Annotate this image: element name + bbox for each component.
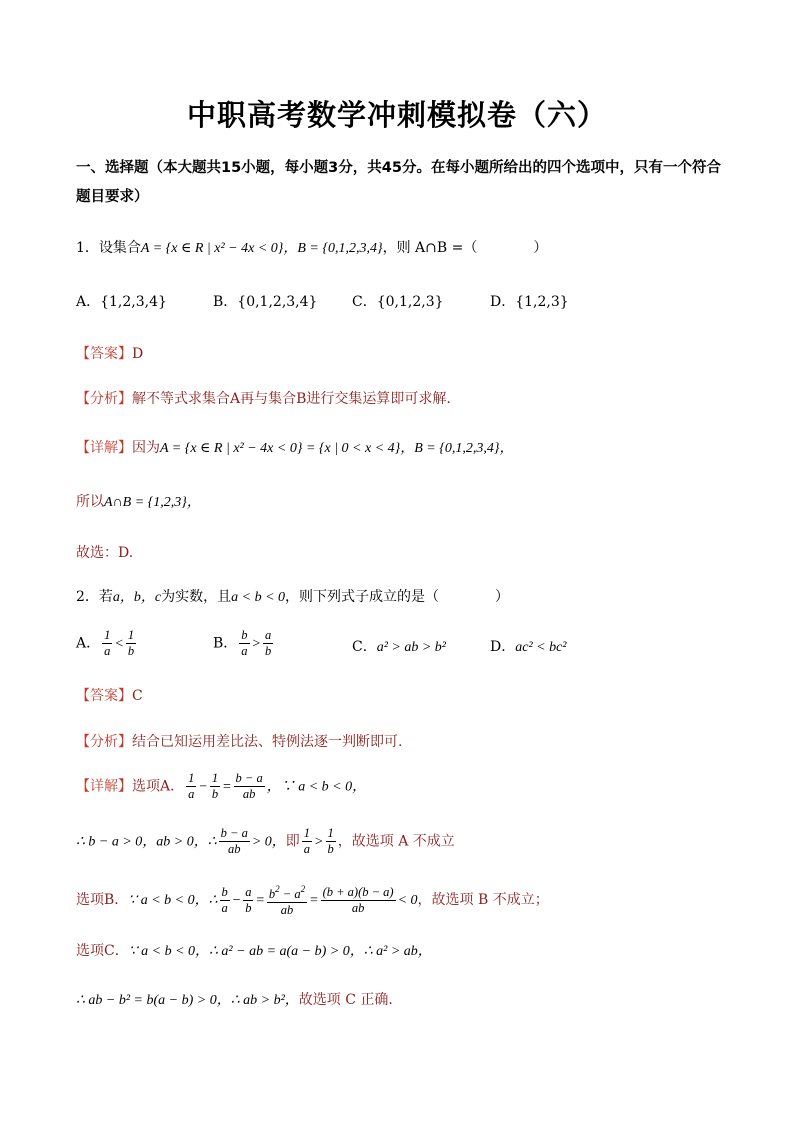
q1-set-a: A = {x ∈ R | x² − 4x < 0} (140, 241, 284, 256)
fraction: $\frac{b}{a}$ (241, 628, 248, 658)
question-2-stem (76, 586, 509, 606)
q2-detail-a-cond: ，∵ a < b < 0， (266, 779, 367, 795)
answer-label: 【答案】 (76, 346, 132, 362)
q2-detail-b: 选项B．∵ a < b < 0，∴ $\frac{b}{a}$ − $\frac{a}{b}$ = $\frac{b^2 - a^2}{ab}$ = $\frac{(b + a)(b - a)}{ab}$ < 0，故选项 B 不成立； (76, 884, 549, 917)
fraction: $\frac{b}{a}$ (221, 884, 228, 915)
q1-detail-line-2 (76, 491, 201, 511)
fraction: $\frac{b^2 - a^2}{ab}$ (268, 884, 306, 917)
q2-analysis-text: 结合已知运用差比法、特例法逐一判断即可. (132, 734, 403, 750)
fraction: $\frac{1}{a}$ (188, 771, 195, 801)
q1-option-c: C．{0,1,2,3} (352, 294, 444, 310)
option-label-a: A． (76, 635, 101, 652)
q1-conclusion: 故选：D. (76, 545, 134, 561)
fraction: $\frac{1}{a}$ (104, 628, 111, 658)
section-heading: 一、选择题（本大题共15小题，每小题3分，共45分。在每小题所给出的四个选项中，只有一个符合题目要求） (76, 160, 721, 205)
detail-label: 【详解】 (76, 440, 132, 456)
q2-option-c (352, 636, 446, 656)
q1-detail-2-math: A∩B = {1,2,3}， (104, 495, 201, 510)
q1-stem-prefix: 1．设集合 (76, 240, 141, 256)
q2-option-d-math: ac² < bc² (515, 640, 567, 655)
q2-detail-a-prefix: 选项A． (132, 778, 185, 795)
q2-detail-c-math: ∵ a < b < 0，∴ a² − ab = a(a − b) > 0，∴ a² > ab， (128, 944, 432, 959)
q2-detail-a: 【详解】选项A． $\frac{1}{a}$ − $\frac{1}{b}$ = $\frac{b - a}{ab}$ ，∵ a < b < 0， (76, 771, 367, 801)
fraction: $\frac{a}{b}$ (245, 884, 252, 915)
q2-option-a: A． $\frac{1}{a}$ < $\frac{1}{b}$ (76, 628, 135, 658)
q2-detail-c (76, 940, 432, 960)
q1-detail-prefix: 因为 (132, 440, 160, 456)
q2-detail-b-prefix: 选项B． (76, 892, 129, 908)
fraction: $\frac{(b + a)(b - a)}{ab}$ (322, 884, 394, 915)
q1-stem-suffix: ，则 A∩B =（ ） (382, 240, 548, 256)
q1-option-b: B．{0,1,2,3,4} (213, 294, 318, 310)
q2-detail-c2 (76, 989, 393, 1009)
fraction: $\frac{1}{b}$ (127, 628, 135, 658)
q1-detail-line-1 (76, 437, 513, 457)
q1-answer-value: D (132, 346, 144, 362)
q1-analysis (76, 388, 451, 408)
q2-option-b: B． $\frac{b}{a}$ > $\frac{a}{b}$ (213, 628, 272, 658)
q2-vars: a，b，c (112, 590, 162, 605)
option-label-d: D． (490, 639, 516, 655)
q1-detail-math: A = {x ∈ R | x² − 4x < 0} = {x | 0 < x < 4}，B = {0,1,2,3,4}， (160, 441, 514, 456)
q2-detail-a2: ∴ b − a > 0，ab > 0，∴ $\frac{b - a}{ab}$ > 0，即 $\frac{1}{a}$ > $\frac{1}{b}$ ，故选项 A 不成立 (76, 826, 455, 856)
q2-stem-suffix: ，则下列式子成立的是（ ） (285, 589, 510, 605)
detail-label: 【详解】 (76, 778, 132, 795)
q1-option-a: A．{1,2,3,4} (76, 294, 167, 310)
fraction: $\frac{a}{b}$ (265, 628, 272, 658)
fraction: $\frac{b - a}{ab}$ (235, 771, 263, 801)
q2-detail-a2-end: ，故选项 A 不成立 (337, 833, 455, 850)
analysis-label: 【分析】 (76, 391, 132, 407)
answer-label: 【答案】 (76, 688, 132, 704)
q2-condition: a < b < 0 (231, 590, 286, 605)
q2-detail-c2-math: ∴ ab − b² = b(a − b) > 0，∴ ab > b²， (76, 993, 299, 1008)
q2-detail-c-prefix: 选项C． (76, 943, 129, 959)
question-1-stem (76, 237, 547, 257)
q2-stem-prefix: 2．若 (76, 589, 113, 605)
q2-answer-value: C (132, 688, 143, 704)
q2-option-d (490, 636, 567, 656)
q1-detail-2-prefix: 所以 (76, 494, 104, 510)
q2-detail-b-cond: ∵ a < b < 0，∴ (128, 893, 218, 908)
q1-option-d: D．{1,2,3} (490, 294, 569, 310)
q1-answer (76, 343, 143, 363)
q2-detail-a2-then: 即 (285, 833, 300, 850)
q2-detail-b-end: ，故选项 B 不成立； (417, 892, 549, 908)
q2-detail-a2-math: ∴ b − a > 0，ab > 0，∴ (76, 834, 217, 850)
q1-set-b: ，B = {0,1,2,3,4} (283, 241, 383, 256)
option-label-b: B． (213, 635, 238, 652)
q2-detail-c2-end: 故选项 C 正确. (298, 992, 393, 1008)
q1-analysis-text: 解不等式求集合A再与集合B进行交集运算即可求解. (132, 391, 451, 407)
fraction: $\frac{1}{a}$ (303, 826, 311, 856)
page-title: 中职高考数学冲刺模拟卷（六） (186, 98, 607, 132)
q2-option-c-math: a² > ab > b² (376, 640, 447, 655)
analysis-label: 【分析】 (76, 734, 132, 750)
q2-analysis (76, 731, 402, 751)
q2-stem-mid: 为实数，且 (161, 589, 232, 605)
fraction: $\frac{b - a}{ab}$ (220, 826, 248, 856)
q2-answer (76, 685, 143, 705)
option-label-c: C． (352, 639, 377, 655)
fraction: $\frac{1}{b}$ (211, 771, 219, 801)
fraction: $\frac{1}{b}$ (327, 826, 334, 856)
